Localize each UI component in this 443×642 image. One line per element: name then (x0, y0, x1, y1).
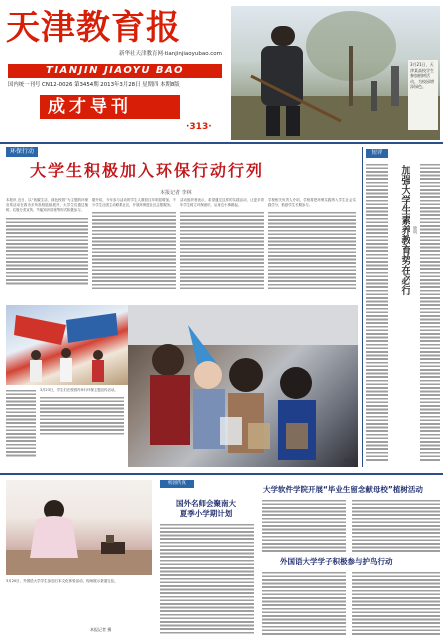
story-2-text (262, 498, 346, 554)
bottom-rule (0, 473, 443, 475)
lead-column-4 (268, 198, 356, 302)
section-title: 成才导刊 (48, 97, 132, 117)
text-block (92, 210, 176, 290)
text-block (268, 210, 356, 290)
text-block (6, 216, 88, 286)
lead-column-3 (180, 198, 264, 302)
tea-ceremony-illustration (6, 480, 152, 575)
side-commentary-author: 晓明 (413, 226, 418, 234)
section-rule (0, 142, 443, 144)
story-2-text (352, 498, 440, 554)
text-block (180, 210, 264, 290)
page-code: ·313· (186, 122, 212, 132)
text-block (40, 395, 124, 435)
lab-experiment-illustration (128, 305, 358, 467)
tea-ceremony-photo (6, 480, 152, 575)
side-commentary-badge: 短评 (366, 149, 388, 158)
masthead (0, 0, 226, 132)
story-3-title: 外国语大学学子积极参与护鸟行动 (280, 557, 393, 566)
tea-photo-caption: 3月20日，外国语大学学生参加日本文化体验活动，现场展示茶道礼仪。 (6, 579, 118, 583)
lead-headline: 大学生积极加入环保行动行列 (30, 161, 265, 180)
text-block (6, 388, 36, 458)
tea-photo-credit: 本报记者 摄 (90, 627, 112, 632)
story-2-title: 大学软件学院开展“毕业生留念献母校”植树活动 (263, 485, 423, 494)
issue-meta: 国内统一刊号 CN12-0026 第3454期 2013年3月28日 星期四 本期8版 (8, 82, 180, 88)
flag-event-illustration (6, 305, 128, 385)
lab-photo-credit: 李林 摄 (342, 458, 356, 463)
lead-byline: 本报记者 李林 (160, 190, 192, 196)
side-text-column (366, 162, 388, 462)
story-3-text (352, 570, 440, 636)
lead-column-3-text: 活动组织者表示，希望通过这样的实践活动，让更多青年学生树立环保意识，从身边小事做起。 (180, 198, 264, 208)
newspaper-title: 天津教育报 (6, 8, 181, 48)
tree-photo-caption: 3月21日，天津某高校学生参加植树活动，为校园增添绿色。 (408, 60, 438, 130)
lab-experiment-photo (128, 305, 358, 467)
lead-column-1-text: 本报讯 近日，以“低碳生活、绿色校园”为主题的环保宣传活动在我市多所高校陆续展开，大学生们通过植树、垃圾分类宣传、节能知识讲座等形式积极参与。 (6, 198, 88, 213)
lead-column-2 (92, 198, 176, 302)
story-1-title: 国外名师会聚南大 夏季小学期计划 (176, 499, 236, 518)
newspaper-english-name: TIANJIN JIAOYU BAO (46, 65, 184, 76)
story-badge: 环保行动 (6, 147, 38, 157)
masthead-slogan: 新华社天津教育网·tianjinjiaoyubao.com (119, 51, 222, 57)
flag-photo-caption-text: 3月23日，学生们在校园内举行环保主题宣传活动。 (40, 388, 118, 392)
side-text-column (420, 162, 440, 462)
lead-column-4-text: 学校相关负责人介绍，学校将把环保实践纳入学生社会实践学分，鼓励学生长期参与。 (268, 198, 356, 208)
lead-column-2-text: 据介绍，今年参与活动的学生人数较往年明显增加，不少学生社团主动联系社区，开展环保进社区志愿服务。 (92, 198, 176, 208)
flag-event-photo (6, 305, 128, 385)
campus-news-badge: 校园传真 (160, 480, 194, 488)
story-3-text (262, 570, 346, 636)
side-commentary-title: 加强大学生素养教育势在必行 (399, 165, 410, 295)
lead-column-1 (6, 198, 88, 302)
flag-photo-caption (40, 388, 124, 458)
story-1-text (160, 522, 254, 634)
